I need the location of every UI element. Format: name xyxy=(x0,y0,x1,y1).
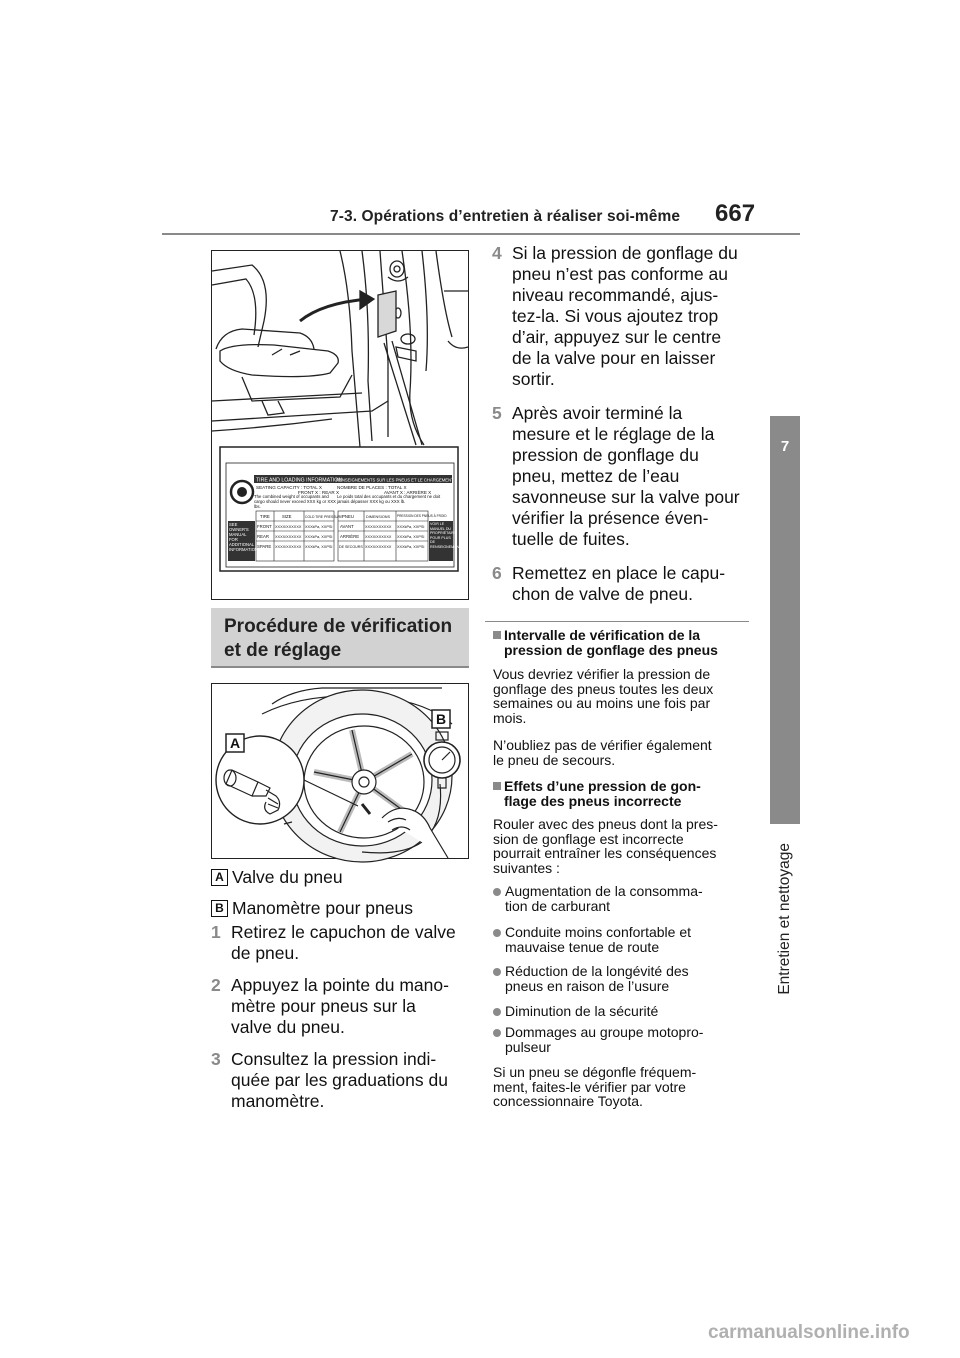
legend-label-b: B xyxy=(211,900,228,917)
bullet-line: Réduction de la longévité des xyxy=(505,963,689,979)
step-line: valve du pneu. xyxy=(231,1017,345,1037)
step-line: chon de valve de pneu. xyxy=(512,584,693,604)
bullet-line: Augmentation de la consomma- xyxy=(505,883,703,899)
col-dimensions: DIMENSIONS xyxy=(366,515,391,519)
step-number: 6 xyxy=(492,563,502,583)
pressure-spare: XXXkPa, XXPSI xyxy=(305,545,333,549)
seating-en: SEATING CAPACITY : TOTAL X xyxy=(256,485,322,490)
pressure-front: XXXkPa, XXPSI xyxy=(305,525,333,529)
bullet-icon xyxy=(493,1029,501,1037)
notes-divider xyxy=(485,621,749,622)
bullet-line: tion de carburant xyxy=(505,897,611,914)
weight-note-fr: Le poids total des occupants et du chargement ne doit jamais dépasser XXX kg ou XXX lb. xyxy=(337,494,441,504)
legend-item-b xyxy=(211,898,413,919)
step-line: manomètre. xyxy=(231,1091,325,1111)
step-line: d’air, appuyez sur le centre xyxy=(512,327,722,347)
bullet-line: pneus en raison de l’usure xyxy=(505,977,670,994)
note-heading-line: flage des pneus incorrecte xyxy=(504,793,682,809)
legend-text-a: Valve du pneu xyxy=(232,867,343,887)
row-secours: DE SECOURS xyxy=(339,545,363,549)
step-number: 5 xyxy=(492,403,502,423)
col-pression: PRESSION DES PNEUS À FROID xyxy=(397,514,447,518)
col-cold-pressure: COLD TIRE PRESSURE xyxy=(305,515,343,519)
note-paragraph xyxy=(493,738,763,767)
step-number: 1 xyxy=(211,922,221,942)
step-line: Retirez le capuchon de valve xyxy=(231,922,456,942)
row-avant: AVANT xyxy=(340,524,354,529)
chapter-number: 7 xyxy=(780,438,790,455)
step-line: Après avoir terminé la xyxy=(512,403,683,423)
size-spare: XXXX/XXXXXX xyxy=(275,545,302,549)
note-line: N’oubliez pas de vérifier également xyxy=(493,737,712,753)
bullet-line: Conduite moins confortable et xyxy=(505,924,691,940)
step-3 xyxy=(211,1049,448,1112)
seating-en-detail: FRONT X : REAR X xyxy=(298,490,340,495)
note-paragraph xyxy=(493,817,763,875)
step-line: tez-la. Si vous ajoutez trop xyxy=(512,306,719,326)
dim-secours: XXXX/XXXXXX xyxy=(365,545,392,549)
square-bullet-icon xyxy=(493,782,501,790)
step-line: quée par les graduations du xyxy=(231,1070,448,1090)
note-line: gonflage des pneus toutes les deux xyxy=(493,680,714,697)
dim-arriere: XXXX/XXXXXX xyxy=(365,535,392,539)
step-5 xyxy=(492,403,740,550)
note-line: Vous devriez vérifier la pression de xyxy=(493,666,711,682)
section-title: 7-3. Opérations d’entretien à réaliser soi-même xyxy=(330,208,681,225)
legend-text-b: Manomètre pour pneus xyxy=(232,898,413,918)
note-line: ment, faites-le vérifier par votre xyxy=(493,1078,686,1095)
row-rear: REAR xyxy=(257,534,269,539)
list-item xyxy=(493,1025,703,1054)
seating-fr: NOMBRE DE PLACES : TOTAL X xyxy=(337,485,407,490)
note-line: sion de gonflage est incorrecte xyxy=(493,830,684,847)
bullet-icon xyxy=(493,929,501,937)
figure-label-a: A xyxy=(230,735,241,751)
square-bullet-icon xyxy=(493,631,501,639)
watermark: carmanualsonline.info xyxy=(708,1322,910,1343)
step-line: de pneu. xyxy=(231,943,300,963)
note-line: le pneu de secours. xyxy=(493,751,616,768)
list-item xyxy=(493,964,689,993)
tire-label-title-fr: RENSEIGNEMENTS SUR LES PNEUS ET LE CHARGEMENT xyxy=(336,477,454,483)
bullet-line: pulseur xyxy=(505,1038,551,1055)
note-heading-line: Effets d’une pression de gon- xyxy=(504,778,701,794)
step-line: Consultez la pression indi- xyxy=(231,1049,437,1069)
step-2 xyxy=(211,975,449,1038)
list-item xyxy=(493,925,691,954)
note-line: Rouler avec des pneus dont la pres- xyxy=(493,816,718,832)
see-manual-en: SEE OWNER'S MANUAL FOR ADDITIONAL INFORMATION xyxy=(229,522,258,552)
row-front: FRONT xyxy=(257,524,272,529)
list-item xyxy=(493,1004,658,1019)
note-heading-line: pression de gonflage des pneus xyxy=(504,642,718,658)
door-jamb-illustration xyxy=(212,251,468,599)
bullet-line: mauvaise tenue de route xyxy=(505,938,660,955)
bullet-line: Dommages au groupe motopro- xyxy=(505,1024,704,1040)
step-number: 4 xyxy=(492,243,502,263)
page-number: 667 xyxy=(715,200,756,227)
note-paragraph xyxy=(493,667,763,725)
step-line: vérifier la présence éven- xyxy=(512,508,709,528)
bullet-icon xyxy=(493,968,501,976)
col-size: SIZE xyxy=(282,514,292,519)
figure-label-b: B xyxy=(436,711,447,727)
note-line: concessionnaire Toyota. xyxy=(493,1093,643,1109)
pressure-rear: XXXkPa, XXPSI xyxy=(305,535,333,539)
pression-secours: XXXkPa, XXPSI xyxy=(397,545,425,549)
step-line: niveau recommandé, ajus- xyxy=(512,285,719,305)
seating-fr-detail: AVANT X : ARRIÈRE X xyxy=(384,490,432,495)
step-4 xyxy=(492,243,738,390)
step-line: sortir. xyxy=(512,369,555,389)
note-heading-interval xyxy=(493,628,763,658)
wheel-valve-illustration xyxy=(212,684,468,858)
note-line: mois. xyxy=(493,709,527,726)
step-number: 3 xyxy=(211,1049,221,1069)
step-6 xyxy=(492,563,725,605)
size-front: XXXX/XXXXXX xyxy=(275,525,302,529)
note-heading-effects xyxy=(493,779,763,809)
row-spare: SPARE xyxy=(257,544,272,549)
see-manual-fr: VOIR LE MANUEL DU PROPRIÉTAIRE POUR PLUS DE RENSEIGNEMENTS xyxy=(430,522,464,549)
step-line: Si la pression de gonflage du xyxy=(512,243,738,263)
bullet-icon xyxy=(493,888,501,896)
step-line: pneu, mettez de l’eau xyxy=(512,466,680,486)
header-rule xyxy=(162,233,800,235)
step-line: tuelle de fuites. xyxy=(512,529,630,549)
tire-label-figure xyxy=(211,250,469,600)
chapter-tab xyxy=(770,416,800,824)
step-number: 2 xyxy=(211,975,221,995)
legend-item-a xyxy=(211,867,343,888)
legend-label-a: A xyxy=(211,869,228,886)
size-rear: XXXX/XXXXXX xyxy=(275,535,302,539)
tire-gauge-figure xyxy=(211,683,469,859)
dim-avant: XXXX/XXXXXX xyxy=(365,525,392,529)
note-line: semaines ou au moins une fois par xyxy=(493,695,711,711)
bullet-line: Diminution de la sécurité xyxy=(505,1003,659,1019)
procedure-heading: Procédure de vérification et de réglage xyxy=(211,608,469,668)
note-heading-line: Intervalle de vérification de la xyxy=(504,627,701,643)
note-paragraph xyxy=(493,1065,763,1109)
pression-arriere: XXXkPa, XXPSI xyxy=(397,535,425,539)
weight-note-en: The combined weight of occupants and cargo should never exceed XXX kg or XXX lbs. xyxy=(254,494,336,509)
col-pneu: PNEU xyxy=(342,514,354,519)
row-arriere: ARRIÈRE xyxy=(340,534,360,539)
col-tire: TIRE xyxy=(260,514,270,519)
step-line: pneu n’est pas conforme au xyxy=(512,264,728,284)
list-item xyxy=(493,884,703,913)
note-line: Si un pneu se dégonfle fréquem- xyxy=(493,1064,697,1080)
bullet-icon xyxy=(493,1008,501,1016)
chapter-title: Entretien et nettoyage xyxy=(776,843,793,995)
step-line: Remettez en place le capu- xyxy=(512,563,726,583)
step-line: mesure et le réglage de la xyxy=(512,424,715,444)
tire-label-title-en: TIRE AND LOADING INFORMATION xyxy=(256,477,343,484)
step-line: mètre pour pneus sur la xyxy=(231,996,416,1016)
note-line: pourrait entraîner les conséquences xyxy=(493,845,717,861)
step-1 xyxy=(211,922,456,964)
step-line: pression de gonflage du xyxy=(512,445,699,465)
step-line: de la valve pour en laisser xyxy=(512,348,716,368)
step-line: savonneuse sur la valve pour xyxy=(512,487,740,507)
note-line: suivantes : xyxy=(493,859,560,876)
step-line: Appuyez la pointe du mano- xyxy=(231,975,449,995)
pression-avant: XXXkPa, XXPSI xyxy=(397,525,425,529)
